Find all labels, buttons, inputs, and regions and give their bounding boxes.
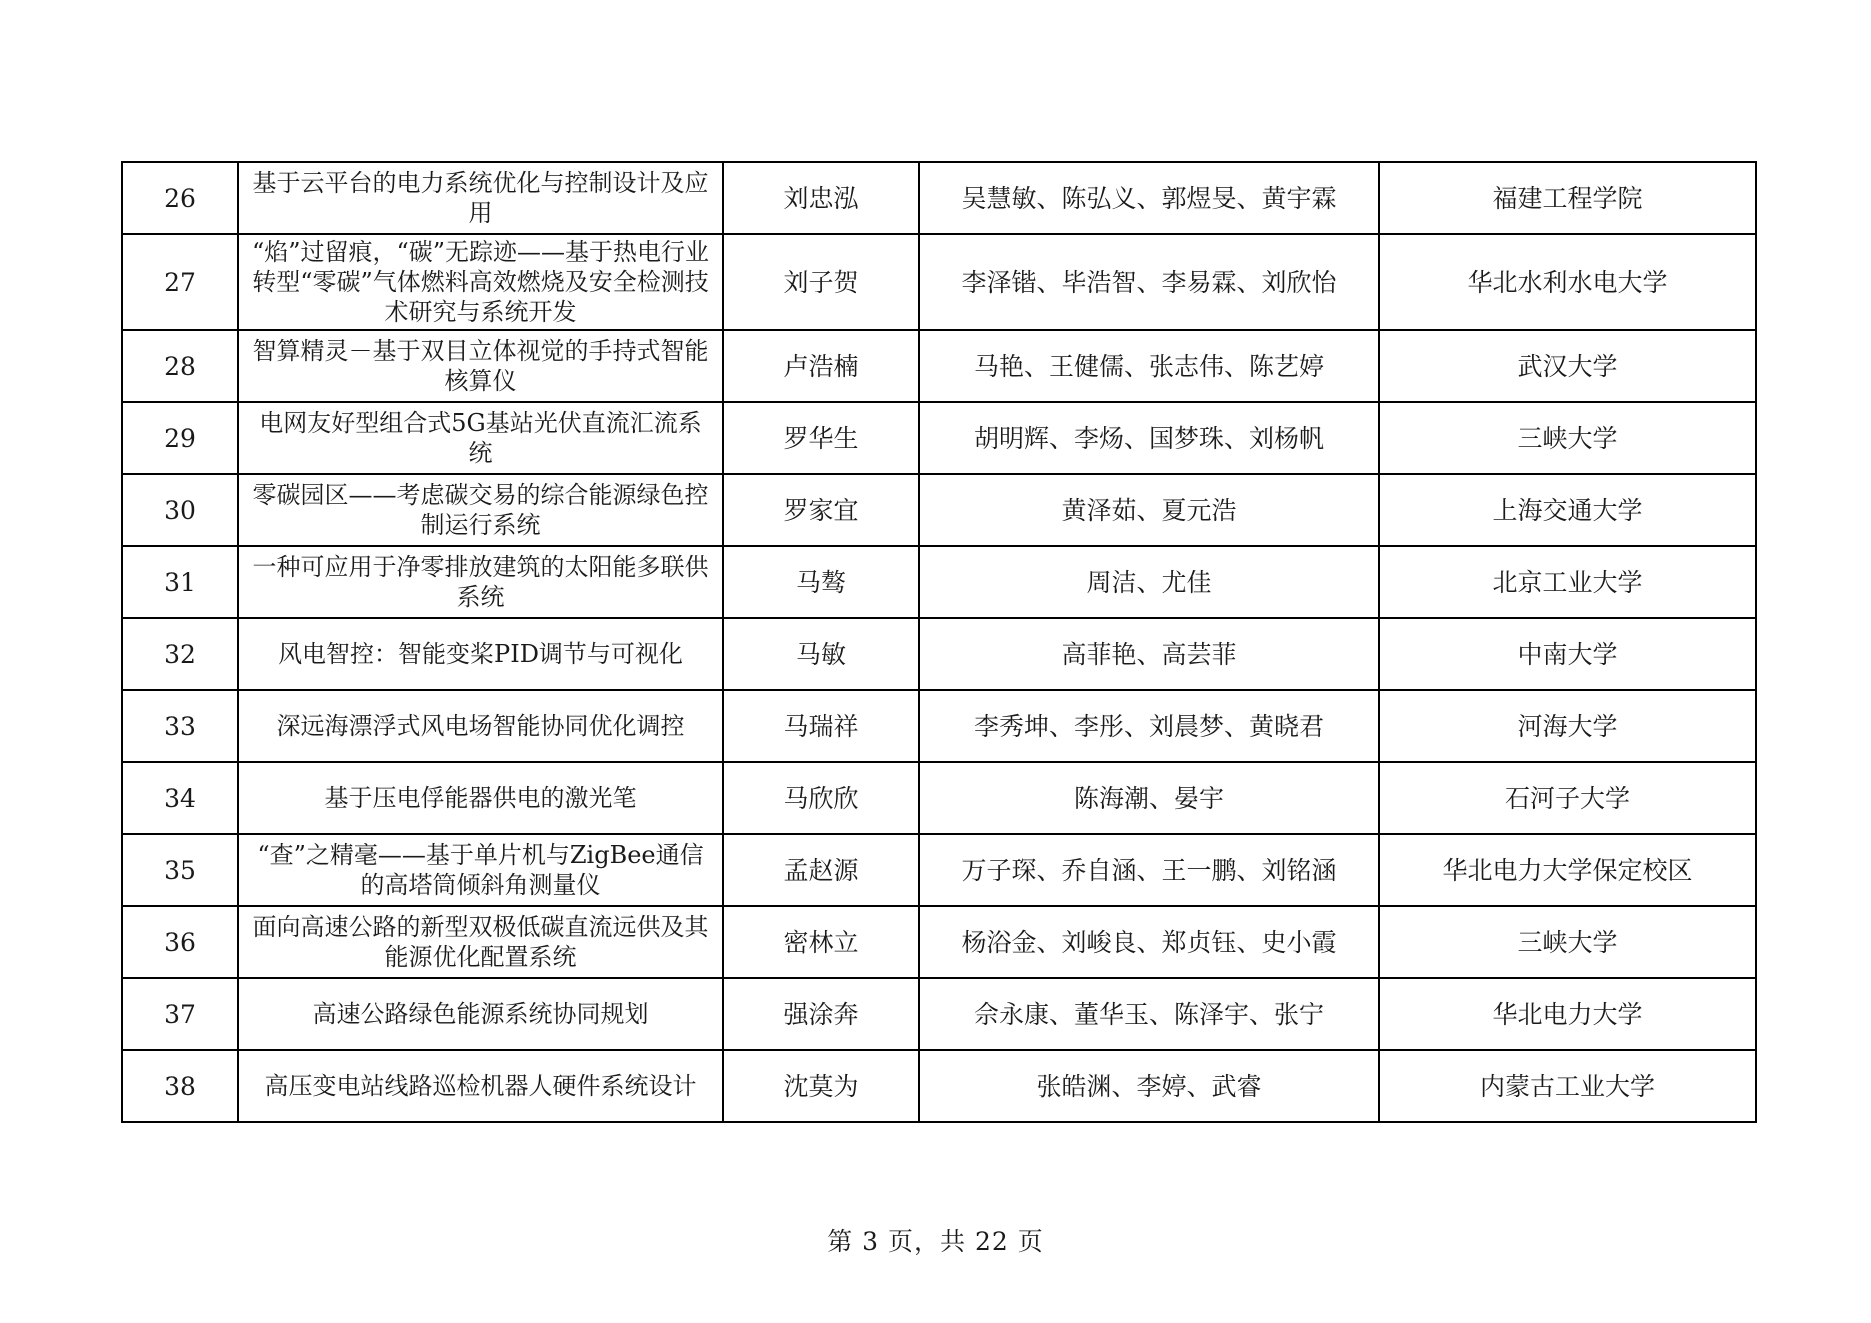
school-name: 三峡大学	[1379, 906, 1756, 978]
project-title: 智算精灵－基于双目立体视觉的手持式智能核算仪	[238, 330, 723, 402]
school-name: 华北电力大学保定校区	[1379, 834, 1756, 906]
row-number: 36	[122, 906, 238, 978]
table-row	[122, 474, 1756, 546]
table-row	[122, 978, 1756, 1050]
team-leader: 罗华生	[723, 402, 919, 474]
project-title: 零碳园区——考虑碳交易的综合能源绿色控制运行系统	[238, 474, 723, 546]
team-leader: 马欣欣	[723, 762, 919, 834]
project-title: 基于压电俘能器供电的激光笔	[238, 762, 723, 834]
team-members: 高菲艳、高芸菲	[919, 618, 1379, 690]
team-leader: 沈莫为	[723, 1050, 919, 1122]
row-number: 37	[122, 978, 238, 1050]
team-leader: 刘子贺	[723, 234, 919, 330]
team-leader: 马骜	[723, 546, 919, 618]
table-row	[122, 402, 1756, 474]
project-title: 面向高速公路的新型双极低碳直流远供及其能源优化配置系统	[238, 906, 723, 978]
school-name: 武汉大学	[1379, 330, 1756, 402]
row-number: 30	[122, 474, 238, 546]
table-row	[122, 234, 1756, 330]
project-title: 高压变电站线路巡检机器人硬件系统设计	[238, 1050, 723, 1122]
project-title: 基于云平台的电力系统优化与控制设计及应用	[238, 162, 723, 234]
team-members: 李泽锴、毕浩智、李易霖、刘欣怡	[919, 234, 1379, 330]
table-row	[122, 618, 1756, 690]
school-name: 中南大学	[1379, 618, 1756, 690]
table-row	[122, 762, 1756, 834]
school-name: 石河子大学	[1379, 762, 1756, 834]
team-members: 佘永康、董华玉、陈泽宇、张宁	[919, 978, 1379, 1050]
table-row	[122, 906, 1756, 978]
team-leader: 马敏	[723, 618, 919, 690]
team-leader: 马瑞祥	[723, 690, 919, 762]
team-leader: 罗家宜	[723, 474, 919, 546]
team-members: 张皓渊、李婷、武睿	[919, 1050, 1379, 1122]
school-name: 三峡大学	[1379, 402, 1756, 474]
project-title: “焰”过留痕，“碳”无踪迹——基于热电行业转型“零碳”气体燃料高效燃烧及安全检测技术研究与系统开发	[238, 234, 723, 330]
row-number: 35	[122, 834, 238, 906]
project-title: 电网友好型组合式5G基站光伏直流汇流系统	[238, 402, 723, 474]
school-name: 北京工业大学	[1379, 546, 1756, 618]
team-members: 黄泽茹、夏元浩	[919, 474, 1379, 546]
table-row	[122, 330, 1756, 402]
school-name: 华北水利水电大学	[1379, 234, 1756, 330]
project-title: 一种可应用于净零排放建筑的太阳能多联供系统	[238, 546, 723, 618]
school-name: 河海大学	[1379, 690, 1756, 762]
row-number: 28	[122, 330, 238, 402]
team-members: 周洁、尤佳	[919, 546, 1379, 618]
row-number: 31	[122, 546, 238, 618]
team-members: 万子琛、乔自涵、王一鹏、刘铭涵	[919, 834, 1379, 906]
team-members: 马艳、王健儒、张志伟、陈艺婷	[919, 330, 1379, 402]
team-leader: 密林立	[723, 906, 919, 978]
table-row	[122, 690, 1756, 762]
team-members: 李秀坤、李彤、刘晨梦、黄晓君	[919, 690, 1379, 762]
project-title: 高速公路绿色能源系统协同规划	[238, 978, 723, 1050]
table-row	[122, 834, 1756, 906]
team-members: 吴慧敏、陈弘义、郭煜旻、黄宇霖	[919, 162, 1379, 234]
table-body	[122, 162, 1756, 1122]
project-title: “查”之精毫——基于单片机与ZigBee通信的高塔筒倾斜角测量仪	[238, 834, 723, 906]
row-number: 32	[122, 618, 238, 690]
row-number: 33	[122, 690, 238, 762]
team-members: 杨浴金、刘峻良、郑贞钰、史小霞	[919, 906, 1379, 978]
school-name: 华北电力大学	[1379, 978, 1756, 1050]
team-members: 胡明辉、李炀、国梦珠、刘杨帆	[919, 402, 1379, 474]
team-members: 陈海潮、晏宇	[919, 762, 1379, 834]
school-name: 内蒙古工业大学	[1379, 1050, 1756, 1122]
team-leader: 刘忠泓	[723, 162, 919, 234]
project-title: 深远海漂浮式风电场智能协同优化调控	[238, 690, 723, 762]
row-number: 38	[122, 1050, 238, 1122]
table-row	[122, 1050, 1756, 1122]
team-leader: 卢浩楠	[723, 330, 919, 402]
project-title: 风电智控：智能变桨PID调节与可视化	[238, 618, 723, 690]
project-table	[121, 161, 1757, 1123]
table-row	[122, 162, 1756, 234]
table-row	[122, 546, 1756, 618]
row-number: 27	[122, 234, 238, 330]
school-name: 福建工程学院	[1379, 162, 1756, 234]
row-number: 29	[122, 402, 238, 474]
team-leader: 孟赵源	[723, 834, 919, 906]
row-number: 34	[122, 762, 238, 834]
school-name: 上海交通大学	[1379, 474, 1756, 546]
page-number: 第 3 页，共 22 页	[827, 1227, 1044, 1256]
team-leader: 强涂奔	[723, 978, 919, 1050]
row-number: 26	[122, 162, 238, 234]
